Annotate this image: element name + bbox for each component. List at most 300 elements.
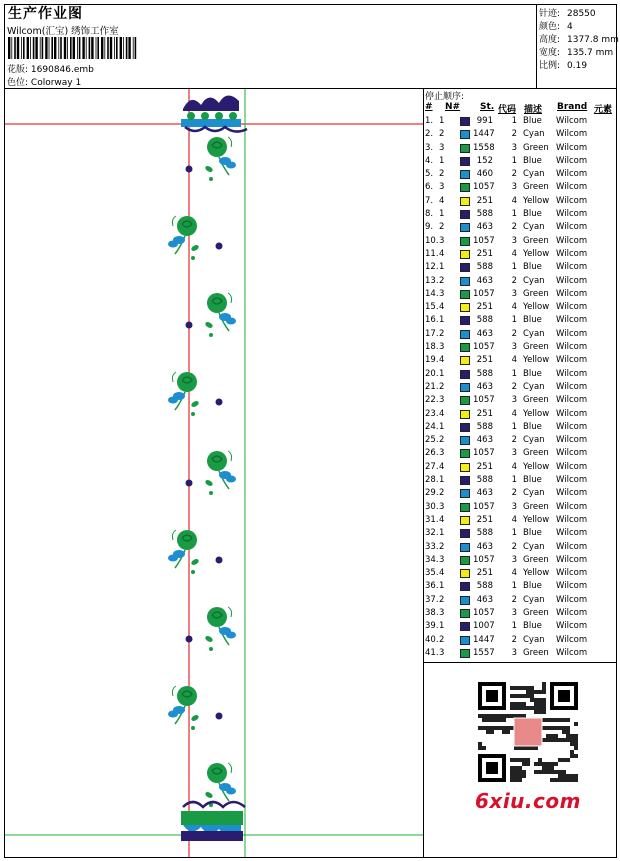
row-description: Blue — [523, 621, 542, 632]
row-index: 39. — [425, 621, 439, 632]
row-index: 31. — [425, 514, 439, 525]
color-swatch — [460, 463, 470, 472]
rose-flower — [207, 763, 227, 783]
row-stitches: 1057 — [473, 501, 495, 512]
row-code: 3 — [511, 501, 517, 512]
row-needle: 4 — [439, 461, 445, 472]
page-title: 生产作业图 — [8, 6, 83, 22]
table-row — [425, 502, 617, 515]
table-row — [425, 648, 617, 661]
rose-flower — [177, 216, 197, 236]
row-index: 35. — [425, 568, 439, 579]
row-stitches: 251 — [476, 248, 493, 259]
row-description: Green — [523, 501, 549, 512]
rose-flower — [207, 451, 227, 471]
row-brand: Wilcom — [556, 302, 588, 313]
row-stitches: 463 — [476, 381, 493, 392]
leaf-green — [190, 400, 199, 408]
rose-flower — [207, 607, 227, 627]
stat-value: 135.7 mm — [567, 48, 614, 58]
bud — [209, 647, 213, 651]
dot — [216, 243, 223, 250]
row-code: 4 — [511, 248, 517, 259]
row-index: 10. — [425, 235, 439, 246]
row-stitches: 463 — [476, 328, 493, 339]
row-index: 32. — [425, 528, 439, 539]
color-swatch — [460, 197, 470, 206]
color-swatch — [460, 330, 470, 339]
table-row — [425, 369, 617, 382]
row-brand: Wilcom — [556, 554, 588, 565]
bud — [191, 412, 195, 416]
row-code: 3 — [511, 647, 517, 658]
bud — [191, 256, 195, 260]
row-code: 2 — [511, 488, 517, 499]
table-row — [425, 302, 617, 315]
color-swatch — [460, 303, 470, 312]
row-stitches: 251 — [476, 461, 493, 472]
row-index: 29. — [425, 488, 439, 499]
row-index: 11. — [425, 248, 439, 259]
table-row — [425, 315, 617, 328]
row-index: 33. — [425, 541, 439, 552]
row-brand: Wilcom — [556, 395, 588, 406]
bud — [191, 570, 195, 574]
leaf-cyan — [168, 555, 178, 562]
row-brand: Wilcom — [556, 541, 588, 552]
row-description: Green — [523, 554, 549, 565]
row-description: Cyan — [523, 169, 545, 180]
crescent-moon — [216, 661, 224, 677]
row-needle: 1 — [439, 421, 445, 432]
row-needle: 3 — [439, 182, 445, 193]
row-stitches: 463 — [476, 594, 493, 605]
row-code: 4 — [511, 514, 517, 525]
row-description: Green — [523, 182, 549, 193]
table-row — [425, 329, 617, 342]
table-row — [425, 182, 617, 195]
table-row — [425, 555, 617, 568]
table-row — [425, 448, 617, 461]
leaf-cyan — [226, 476, 236, 483]
row-index: 8. — [425, 209, 434, 220]
row-stitches: 251 — [476, 355, 493, 366]
color-swatch — [460, 529, 470, 538]
row-needle: 4 — [439, 514, 445, 525]
row-needle: 4 — [439, 355, 445, 366]
color-swatch — [460, 556, 470, 565]
row-needle: 1 — [439, 581, 445, 592]
table-row — [425, 249, 617, 262]
color-swatch — [460, 250, 470, 259]
row-index: 3. — [425, 142, 434, 153]
color-swatch — [460, 410, 470, 419]
row-needle: 2 — [439, 169, 445, 180]
row-stitches: 251 — [476, 195, 493, 206]
row-code: 1 — [511, 315, 517, 326]
table-row — [425, 422, 617, 435]
color-swatch — [460, 649, 470, 658]
row-code: 3 — [511, 182, 517, 193]
row-brand: Wilcom — [556, 262, 588, 273]
row-needle: 3 — [439, 647, 445, 658]
table-row — [425, 635, 617, 648]
stop-sequence-table — [425, 116, 617, 661]
row-index: 37. — [425, 594, 439, 605]
row-code: 3 — [511, 342, 517, 353]
leaf-cyan — [226, 162, 236, 169]
color-swatch — [460, 436, 470, 445]
row-brand: Wilcom — [556, 275, 588, 286]
row-description: Green — [523, 607, 549, 618]
stat-width — [539, 45, 613, 58]
table-row — [425, 169, 617, 182]
row-stitches: 463 — [476, 435, 493, 446]
dot — [186, 480, 193, 487]
row-code: 3 — [511, 142, 517, 153]
row-needle: 1 — [439, 155, 445, 166]
row-stitches: 1447 — [473, 129, 495, 140]
row-needle: 1 — [439, 621, 445, 632]
color-swatch — [460, 157, 470, 166]
row-index: 28. — [425, 475, 439, 486]
row-needle: 3 — [439, 235, 445, 246]
row-description: Blue — [523, 262, 542, 273]
col-header-stitches: St. — [480, 102, 495, 112]
row-description: Green — [523, 142, 549, 153]
row-stitches: 588 — [476, 421, 493, 432]
row-description: Blue — [523, 209, 542, 220]
row-needle: 2 — [439, 435, 445, 446]
border-band — [181, 811, 243, 825]
leaf-cyan — [168, 241, 178, 248]
leaf-green — [204, 791, 213, 799]
row-brand: Wilcom — [556, 288, 588, 299]
row-brand: Wilcom — [556, 594, 588, 605]
table-row — [425, 355, 617, 368]
row-index: 2. — [425, 129, 434, 140]
qr-code — [470, 680, 582, 784]
color-swatch — [460, 423, 470, 432]
row-description: Green — [523, 235, 549, 246]
row-brand: Wilcom — [556, 421, 588, 432]
table-row — [425, 581, 617, 594]
row-needle: 1 — [439, 475, 445, 486]
color-swatch — [460, 290, 470, 299]
embroidery-motifs — [168, 95, 247, 841]
row-code: 4 — [511, 195, 517, 206]
row-stitches: 463 — [476, 541, 493, 552]
border-dot — [201, 112, 209, 120]
color-swatch — [460, 183, 470, 192]
table-row — [425, 595, 617, 608]
border-dot — [187, 112, 195, 120]
dot — [216, 557, 223, 564]
row-needle: 2 — [439, 328, 445, 339]
row-index: 4. — [425, 155, 434, 166]
row-code: 3 — [511, 448, 517, 459]
color-swatch — [460, 449, 470, 458]
company-name: Wilcom(汇宝) 绣饰工作室 — [7, 26, 119, 37]
color-swatch — [460, 596, 470, 605]
row-description: Blue — [523, 475, 542, 486]
row-brand: Wilcom — [556, 408, 588, 419]
rose-flower — [177, 372, 197, 392]
row-index: 20. — [425, 368, 439, 379]
row-needle: 2 — [439, 222, 445, 233]
col-header-needle: N# — [445, 102, 461, 112]
row-stitches: 463 — [476, 222, 493, 233]
row-stitches: 1057 — [473, 395, 495, 406]
row-stitches: 588 — [476, 262, 493, 273]
row-needle: 3 — [439, 607, 445, 618]
row-brand: Wilcom — [556, 129, 588, 140]
rose-flower — [207, 293, 227, 313]
leaf-green — [204, 321, 213, 329]
row-needle: 4 — [439, 568, 445, 579]
row-needle: 3 — [439, 142, 445, 153]
row-stitches: 1057 — [473, 288, 495, 299]
table-row — [425, 462, 617, 475]
row-code: 3 — [511, 395, 517, 406]
row-index: 14. — [425, 288, 439, 299]
row-description: Yellow — [523, 461, 550, 472]
row-description: Blue — [523, 421, 542, 432]
border-scallop — [183, 95, 239, 111]
row-description: Blue — [523, 116, 542, 126]
row-needle: 3 — [439, 342, 445, 353]
color-swatch — [460, 144, 470, 153]
row-code: 2 — [511, 129, 517, 140]
color-swatch — [460, 130, 470, 139]
color-swatch — [460, 117, 470, 126]
color-swatch — [460, 582, 470, 591]
row-needle: 2 — [439, 381, 445, 392]
row-index: 22. — [425, 395, 439, 406]
row-description: Blue — [523, 528, 542, 539]
leaf-cyan — [168, 711, 178, 718]
row-needle: 1 — [439, 315, 445, 326]
row-code: 3 — [511, 607, 517, 618]
row-needle: 1 — [439, 262, 445, 273]
row-stitches: 1557 — [473, 647, 495, 658]
row-index: 34. — [425, 554, 439, 565]
crescent-moon — [180, 583, 188, 599]
crescent-moon — [216, 505, 224, 521]
row-brand: Wilcom — [556, 647, 588, 658]
bud — [209, 491, 213, 495]
row-index: 13. — [425, 275, 439, 286]
row-brand: Wilcom — [556, 248, 588, 259]
row-brand: Wilcom — [556, 461, 588, 472]
table-row — [425, 515, 617, 528]
row-description: Yellow — [523, 248, 550, 259]
row-brand: Wilcom — [556, 222, 588, 233]
row-description: Yellow — [523, 302, 550, 313]
row-code: 4 — [511, 568, 517, 579]
dot — [186, 322, 193, 329]
row-description: Blue — [523, 368, 542, 379]
row-stitches: 588 — [476, 475, 493, 486]
stats-divider — [536, 4, 537, 88]
row-stitches: 588 — [476, 581, 493, 592]
row-index: 26. — [425, 448, 439, 459]
row-needle: 4 — [439, 408, 445, 419]
row-needle: 1 — [439, 116, 445, 126]
row-needle: 3 — [439, 448, 445, 459]
row-brand: Wilcom — [556, 475, 588, 486]
row-stitches: 1057 — [473, 554, 495, 565]
row-brand: Wilcom — [556, 169, 588, 180]
table-divider — [423, 88, 424, 858]
row-brand: Wilcom — [556, 116, 588, 126]
row-needle: 2 — [439, 634, 445, 645]
table-row — [425, 209, 617, 222]
row-needle: 2 — [439, 594, 445, 605]
row-description: Cyan — [523, 129, 545, 140]
row-index: 9. — [425, 222, 434, 233]
color-swatch — [460, 370, 470, 379]
leaf-green — [204, 479, 213, 487]
table-row — [425, 542, 617, 555]
row-stitches: 251 — [476, 514, 493, 525]
row-code: 3 — [511, 554, 517, 565]
border-band — [181, 831, 243, 841]
row-index: 18. — [425, 342, 439, 353]
leaf-green — [204, 635, 213, 643]
row-index: 40. — [425, 634, 439, 645]
crescent-moon — [216, 191, 224, 207]
stat-value: 4 — [567, 22, 573, 32]
row-code: 4 — [511, 461, 517, 472]
row-stitches: 1447 — [473, 634, 495, 645]
table-row — [425, 236, 617, 249]
table-row — [425, 222, 617, 235]
stat-label: 高度: — [539, 35, 561, 45]
rose-flower — [177, 686, 197, 706]
table-row — [425, 143, 617, 156]
color-swatch — [460, 223, 470, 232]
color-swatch — [460, 356, 470, 365]
row-stitches: 588 — [476, 528, 493, 539]
row-code: 1 — [511, 475, 517, 486]
row-brand: Wilcom — [556, 368, 588, 379]
row-description: Cyan — [523, 488, 545, 499]
row-needle: 1 — [439, 209, 445, 220]
stat-height — [539, 32, 619, 45]
row-brand: Wilcom — [556, 381, 588, 392]
row-code: 1 — [511, 621, 517, 632]
rose-flower — [177, 530, 197, 550]
tendril — [228, 763, 232, 773]
row-code: 1 — [511, 581, 517, 592]
row-index: 23. — [425, 408, 439, 419]
table-row — [425, 196, 617, 209]
row-brand: Wilcom — [556, 195, 588, 206]
table-row — [425, 528, 617, 541]
color-swatch — [460, 516, 470, 525]
color-swatch — [460, 609, 470, 618]
row-code: 1 — [511, 209, 517, 220]
color-swatch — [460, 543, 470, 552]
colorway-value: Colorway 1 — [30, 78, 82, 88]
row-index: 30. — [425, 501, 439, 512]
color-swatch — [460, 343, 470, 352]
leaf-cyan — [168, 397, 178, 404]
row-brand: Wilcom — [556, 607, 588, 618]
row-brand: Wilcom — [556, 448, 588, 459]
row-needle: 2 — [439, 488, 445, 499]
row-description: Green — [523, 448, 549, 459]
stat-scale — [539, 58, 587, 71]
row-needle: 3 — [439, 501, 445, 512]
row-description: Green — [523, 342, 549, 353]
row-code: 1 — [511, 262, 517, 273]
row-brand: Wilcom — [556, 568, 588, 579]
stat-label: 宽度: — [539, 48, 561, 58]
color-swatch — [460, 263, 470, 272]
row-index: 6. — [425, 182, 434, 193]
row-description: Blue — [523, 581, 542, 592]
row-brand: Wilcom — [556, 581, 588, 592]
row-code: 1 — [511, 116, 517, 126]
table-row — [425, 116, 617, 129]
border-dot — [215, 112, 223, 120]
leaf-cyan — [226, 318, 236, 325]
watermark-site: 6xiu.com — [475, 789, 581, 813]
table-row — [425, 568, 617, 581]
row-description: Yellow — [523, 195, 550, 206]
row-brand: Wilcom — [556, 528, 588, 539]
row-brand: Wilcom — [556, 328, 588, 339]
border-band — [181, 119, 241, 127]
leaf-green — [204, 165, 213, 173]
row-stitches: 1558 — [473, 142, 495, 153]
tendril — [172, 686, 176, 696]
row-code: 2 — [511, 275, 517, 286]
color-swatch — [460, 622, 470, 631]
color-swatch — [460, 210, 470, 219]
col-header-element: 元素 — [594, 105, 613, 115]
qr-divider — [423, 662, 617, 663]
table-row — [425, 342, 617, 355]
table-row — [425, 395, 617, 408]
bud — [209, 177, 213, 181]
color-swatch — [460, 503, 470, 512]
dot — [216, 713, 223, 720]
row-brand: Wilcom — [556, 182, 588, 193]
table-row — [425, 289, 617, 302]
row-brand: Wilcom — [556, 501, 588, 512]
row-stitches: 588 — [476, 368, 493, 379]
row-index: 16. — [425, 315, 439, 326]
row-stitches: 1057 — [473, 342, 495, 353]
row-needle: 4 — [439, 302, 445, 313]
col-header-brand: Brand — [557, 102, 588, 112]
stop-sequence-title: 停止顺序: — [425, 92, 465, 102]
row-code: 4 — [511, 302, 517, 313]
row-stitches: 251 — [476, 568, 493, 579]
row-index: 27. — [425, 461, 439, 472]
design-label: 花版: — [7, 65, 29, 75]
crescent-moon — [216, 347, 224, 363]
stat-value: 0.19 — [567, 61, 588, 71]
row-stitches: 1007 — [473, 621, 495, 632]
row-needle: 3 — [439, 554, 445, 565]
stat-label: 针迹: — [539, 9, 561, 19]
row-index: 7. — [425, 195, 434, 206]
row-stitches: 1057 — [473, 182, 495, 193]
